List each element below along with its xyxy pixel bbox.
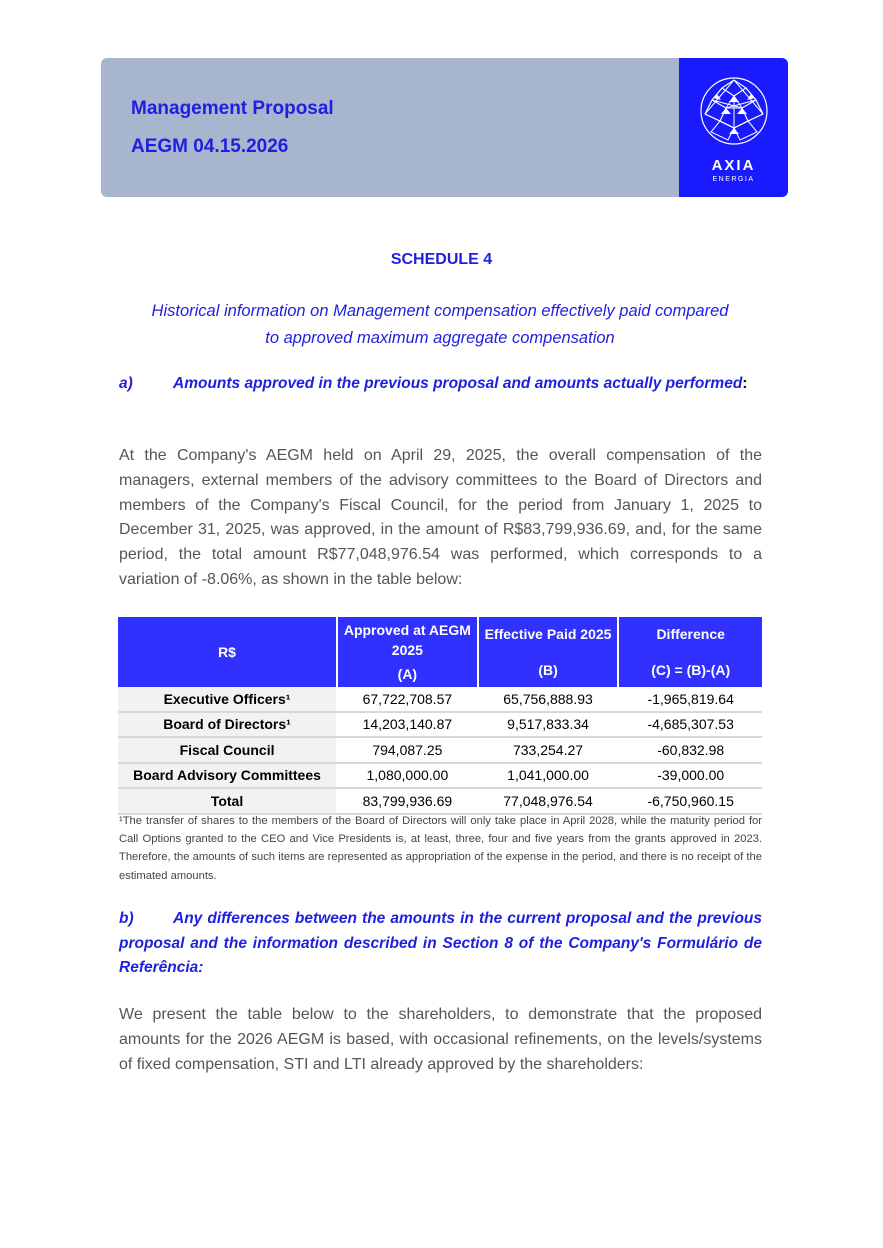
cell-difference: -4,685,307.53 bbox=[618, 712, 762, 738]
cell-effective: 65,756,888.93 bbox=[478, 687, 619, 712]
globe-icon bbox=[699, 76, 769, 146]
table-header-row bbox=[118, 617, 762, 687]
logo-wordmark: AXIA bbox=[711, 157, 756, 174]
section-b-text: Any differences between the amounts in the current proposal and the previous proposal and the information described in Section 8 of the Company's Formulário de Referência: bbox=[119, 910, 762, 976]
cell-approved: 14,203,140.87 bbox=[337, 712, 478, 738]
compensation-table bbox=[118, 617, 762, 815]
subtitle-line-1: Historical information on Management compensation effectively paid compared bbox=[151, 302, 729, 320]
cell-approved: 67,722,708.57 bbox=[337, 687, 478, 712]
section-a-text: Amounts approved in the previous proposal and amounts actually performed bbox=[173, 375, 743, 392]
table-row bbox=[118, 687, 762, 712]
document-title: Management Proposal bbox=[131, 98, 334, 119]
row-label: Executive Officers¹ bbox=[118, 687, 337, 712]
document-meeting-date: AEGM 04.15.2026 bbox=[131, 136, 289, 157]
subtitle-line-2: to approved maximum aggregate compensation bbox=[265, 329, 615, 347]
cell-approved: 794,087.25 bbox=[337, 737, 478, 763]
row-label: Board Advisory Committees bbox=[118, 763, 337, 789]
row-label: Total bbox=[118, 788, 337, 814]
cell-difference: -6,750,960.15 bbox=[618, 788, 762, 814]
section-a-heading bbox=[119, 372, 762, 397]
cell-effective: 1,041,000.00 bbox=[478, 763, 619, 789]
section-b-paragraph: We present the table below to the shareholders, to demonstrate that the proposed amounts for the 2026 AEGM is based, with occasional refinements, on the levels/systems of fixed compensation, STI and LTI already approved by the shareholders: bbox=[119, 1006, 762, 1073]
cell-approved: 83,799,936.69 bbox=[337, 788, 478, 814]
cell-difference: -60,832.98 bbox=[618, 737, 762, 763]
section-a-letter: a) bbox=[119, 375, 133, 392]
cell-difference: -1,965,819.64 bbox=[618, 687, 762, 712]
schedule-title: SCHEDULE 4 bbox=[390, 251, 493, 268]
company-logo bbox=[679, 58, 788, 197]
section-b-letter: b) bbox=[119, 910, 134, 927]
header-banner bbox=[101, 58, 679, 197]
table-row-total bbox=[118, 788, 762, 814]
header-currency: R$ bbox=[118, 617, 337, 687]
schedule-subtitle bbox=[118, 298, 762, 352]
cell-approved: 1,080,000.00 bbox=[337, 763, 478, 789]
cell-effective: 77,048,976.54 bbox=[478, 788, 619, 814]
header-difference: Difference (C) = (B)-(A) bbox=[618, 617, 762, 687]
row-label: Fiscal Council bbox=[118, 737, 337, 763]
table-row bbox=[118, 763, 762, 789]
cell-difference: -39,000.00 bbox=[618, 763, 762, 789]
table-row bbox=[118, 737, 762, 763]
cell-effective: 733,254.27 bbox=[478, 737, 619, 763]
header-effective: Effective Paid 2025 (B) bbox=[478, 617, 619, 687]
logo-subtext: ENERGIA bbox=[712, 176, 755, 183]
table-footnote: ¹The transfer of shares to the members of the Board of Directors will only take place in April 2028, while the maturity period for Call Options granted to the CEO and Vice Presidents is, at least, three, four and five years from the grants approved in 2023. Therefore, the amounts of such items are represented as appropriation of the expense in the period, and there is no receipt of the estimated amounts. bbox=[119, 815, 762, 882]
section-a-colon: : bbox=[742, 375, 748, 392]
section-b-heading bbox=[119, 907, 762, 981]
table-row bbox=[118, 712, 762, 738]
section-a-paragraph: At the Company's AEGM held on April 29, 2025, the overall compensation of the managers, external members of the advisory committees to the Board of Directors and members of the Company's Fiscal Council, for the period from January 1, 2025 to December 31, 2025, was approved, in the amount of R$83,799,936.69, and, for the same period, the total amount R$77,048,976.54 was performed, which corresponds to a variation of -8.06%, as shown in the table below: bbox=[119, 447, 762, 588]
cell-effective: 9,517,833.34 bbox=[478, 712, 619, 738]
header-approved: Approved at AEGM 2025 (A) bbox=[337, 617, 478, 687]
row-label: Board of Directors¹ bbox=[118, 712, 337, 738]
